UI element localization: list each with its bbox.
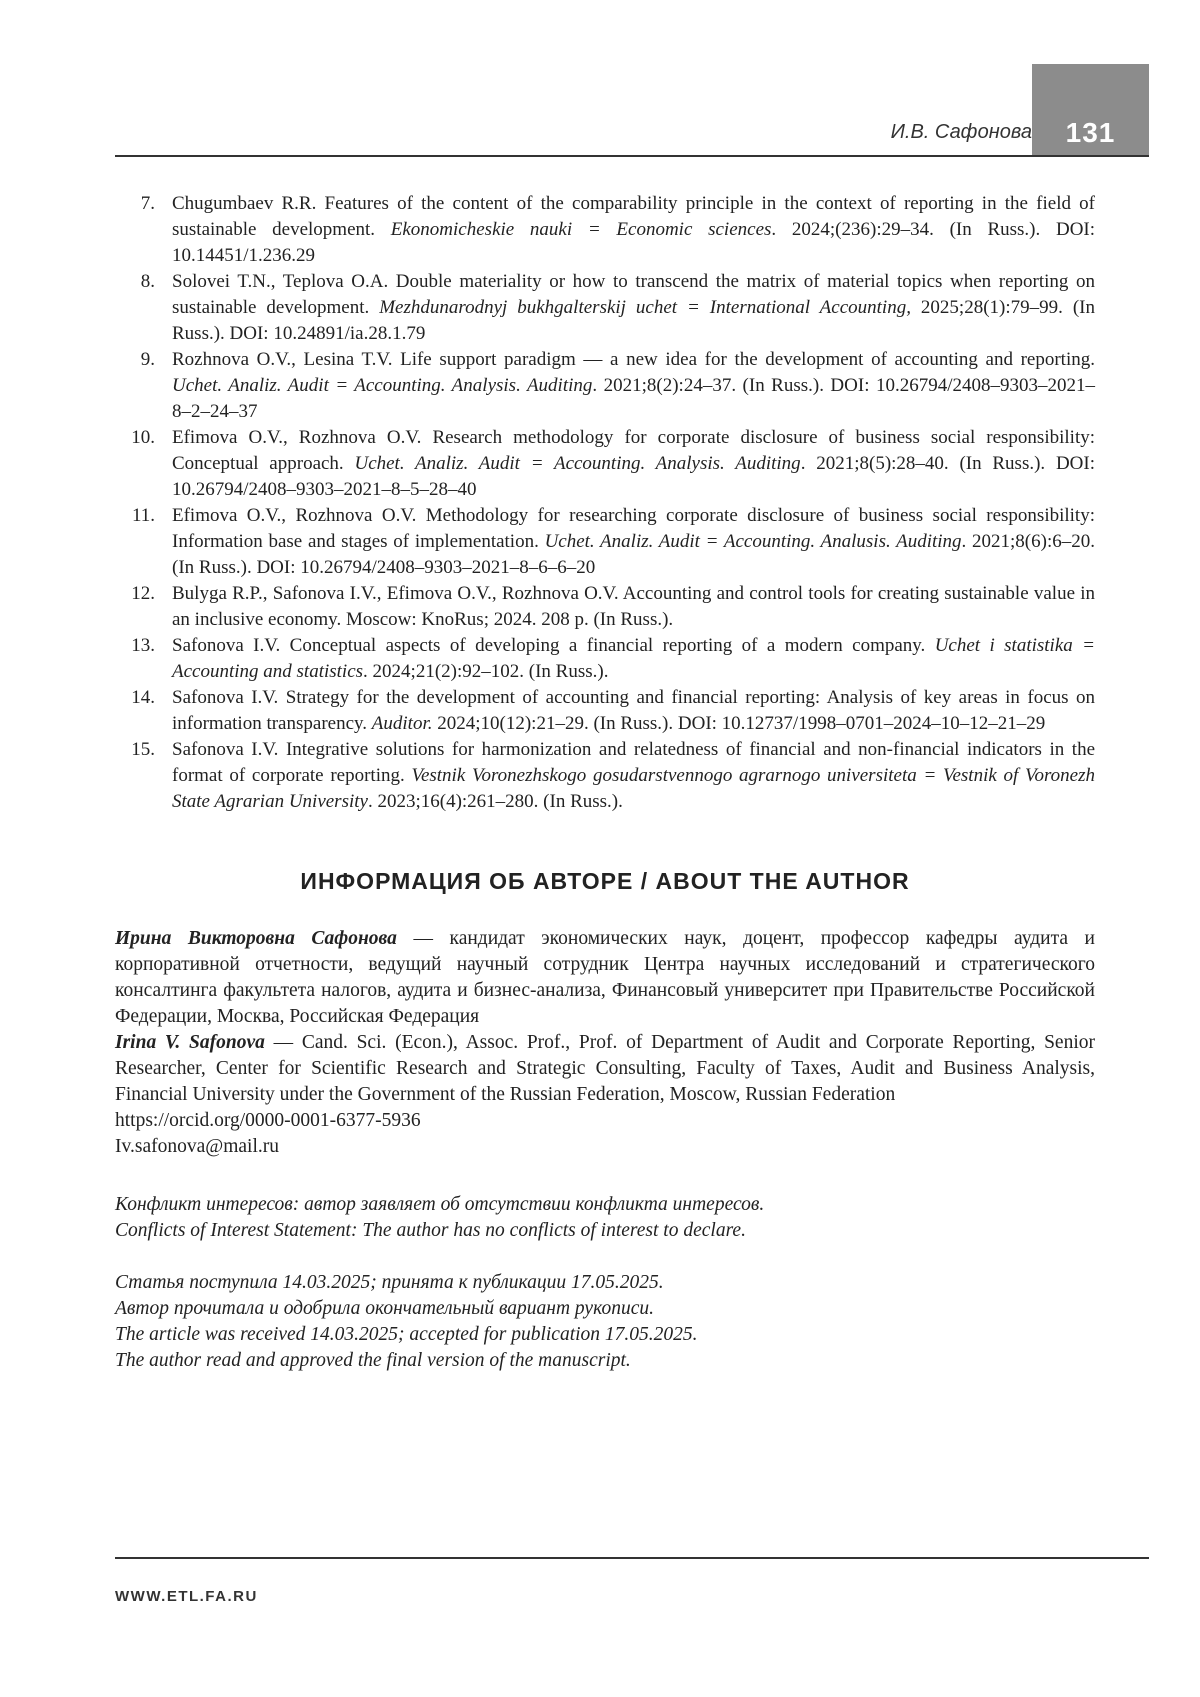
footer-divider <box>115 1557 1149 1559</box>
author-bio-ru <box>115 926 1095 1030</box>
received-en: The article was received 14.03.2025; accepted for publication 17.05.2025. <box>115 1324 698 1345</box>
reference-number: 12. <box>131 583 155 604</box>
reference-details: . 2023;16(4):261–280. (In Russ.). <box>367 791 623 812</box>
reference-item <box>115 191 1095 269</box>
conflict-statement-ru: Конфликт интересов: автор заявляет об отсутствии конфликта интересов. <box>115 1194 765 1215</box>
notes-spacer <box>115 1244 1095 1270</box>
article-notes <box>115 1192 1095 1374</box>
reference-number: 7. <box>140 193 155 214</box>
reference-item <box>115 347 1095 425</box>
author-bio-en <box>115 1030 1095 1108</box>
reference-journal: Uchet. Analiz. Audit = Accounting. Analusis. Auditing <box>544 531 962 552</box>
conflict-statement-en: Conflicts of Interest Statement: The author has no conflicts of interest to declare. <box>115 1220 746 1241</box>
reference-details: . 2024;(236):29–34. (In Russ.). DOI: 10.14451/1.236.29 <box>172 219 1096 266</box>
author-orcid[interactable]: https://orcid.org/0000-0001-6377-5936 <box>115 1110 421 1131</box>
reference-details: 2024;10(12):21–29. (In Russ.). DOI: 10.12737/1998–0701–2024–10–12–21–29 <box>432 713 1046 734</box>
reference-item <box>115 581 1095 633</box>
reference-text: Safonova I.V. Conceptual aspects of developing a financial reporting of a modern company. <box>172 635 935 656</box>
reference-text: Rozhnova O.V., Lesina T.V. Life support paradigm — a new idea for the development of accounting and reporting. <box>172 349 1095 370</box>
reference-item <box>115 633 1095 685</box>
reference-number: 8. <box>140 271 155 292</box>
reference-number: 15. <box>131 739 155 760</box>
footer-url[interactable]: WWW.ETL.FA.RU <box>115 1588 258 1605</box>
reference-text: Efimova O.V., Rozhnova O.V. Methodology for researching corporate disclosure of business social responsibility: Information base and stages of implementation. <box>172 505 1095 552</box>
reference-details: . 2021;8(5):28–40. (In Russ.). DOI: 10.26794/2408–9303–2021–8–5–28–40 <box>172 453 1095 500</box>
reference-number: 9. <box>140 349 155 370</box>
reference-text: Chugumbaev R.R. Features of the content of the comparability principle in the context of reporting in the field of sustainable development. <box>172 193 1095 240</box>
reference-text: Solovei T.N., Teplova O.A. Double materiality or how to transcend the matrix of material topics when reporting on sustainable development. <box>172 271 1095 318</box>
author-name-ru: Ирина Викторовна Сафонова <box>115 928 397 949</box>
reference-journal: Uchet. Analiz. Audit = Accounting. Analysis. Auditing <box>354 453 801 474</box>
reference-journal: Uchet i statistika = Accounting and statistics <box>172 635 1095 682</box>
section-title: ИНФОРМАЦИЯ ОБ АВТОРЕ / ABOUT THE AUTHOR <box>300 868 910 894</box>
reference-item <box>115 503 1095 581</box>
reference-number: 10. <box>131 427 155 448</box>
author-text-ru: — кандидат экономических наук, доцент, профессор кафедры аудита и корпоративной отчетности, ведущий научный сотрудник Центра научных исследований и стратегического консалтинга факультета налогов, аудита и бизнес-анализа, Финансовый университет при Правительстве Российской Федерации, Москва, Российская Федерация <box>115 928 1095 1027</box>
received-ru: Статья поступила 14.03.2025; принята к публикации 17.05.2025. <box>115 1272 664 1293</box>
reference-details: . 2021;8(6):6–20. (In Russ.). DOI: 10.26794/2408–9303–2021–8–6–6–20 <box>172 531 1095 578</box>
reference-journal: Vestnik Voronezhskogo gosudarstvennogo agrarnogo universiteta = Vestnik of Voronezh State Agrarian University <box>172 765 1095 812</box>
header-divider <box>115 155 1149 157</box>
page-number: 131 <box>1032 64 1149 155</box>
author-text-en: — Cand. Sci. (Econ.), Assoc. Prof., Prof. of Department of Audit and Corporate Reporting, Senior Researcher, Center for Scientific Research and Strategic Consulting, Faculty of Taxes, Audit and Business Analysis, Financial University under the Government of the Russian Federation, Moscow, Russian Federation <box>115 1032 1095 1105</box>
running-header-author: И.В. Сафонова <box>890 121 1032 143</box>
reference-list <box>115 191 1095 815</box>
reference-item <box>115 737 1095 815</box>
reference-text: Safonova I.V. Integrative solutions for harmonization and relatedness of financial and non-financial indicators in the format of corporate reporting. <box>172 739 1095 786</box>
reference-journal: Auditor. <box>371 713 433 734</box>
reference-details: 2025;28(1):79–99. (In Russ.). DOI: 10.24891/ia.28.1.79 <box>172 297 1096 344</box>
reference-number: 11. <box>131 505 155 526</box>
reference-details: . 2024;21(2):92–102. (In Russ.). <box>363 661 609 682</box>
reference-journal: Mezhdunarodnyj bukhgalterskij uchet = International Accounting, <box>379 297 911 318</box>
approved-ru: Автор прочитала и одобрила окончательный вариант рукописи. <box>115 1298 654 1319</box>
author-email[interactable]: Iv.safonova@mail.ru <box>115 1136 279 1157</box>
reference-text: Bulyga R.P., Safonova I.V., Efimova O.V., Rozhnova O.V. Accounting and control tools for creating sustainable value in an inclusive economy. Moscow: KnoRus; 2024. 208 p. (In Russ.). <box>172 583 1095 630</box>
reference-item <box>115 425 1095 503</box>
author-name-en: Irina V. Safonova <box>115 1032 265 1053</box>
reference-text: Efimova O.V., Rozhnova O.V. Research methodology for corporate disclosure of business social responsibility: Conceptual approach. <box>172 427 1095 474</box>
reference-number: 14. <box>131 687 155 708</box>
approved-en: The author read and approved the final version of the manuscript. <box>115 1350 631 1371</box>
author-info <box>115 926 1095 1160</box>
reference-item <box>115 269 1095 347</box>
reference-text: Safonova I.V. Strategy for the development of accounting and financial reporting: Analysis of key areas in focus on information transparency. <box>172 687 1095 734</box>
reference-journal: Uchet. Analiz. Audit = Accounting. Analysis. Auditing <box>172 375 593 396</box>
reference-number: 13. <box>131 635 155 656</box>
reference-details: . 2021;8(2):24–37. (In Russ.). DOI: 10.26794/2408–9303–2021–8–2–24–37 <box>172 375 1095 422</box>
reference-item <box>115 685 1095 737</box>
reference-journal: Ekonomicheskie nauki = Economic sciences <box>390 219 772 240</box>
